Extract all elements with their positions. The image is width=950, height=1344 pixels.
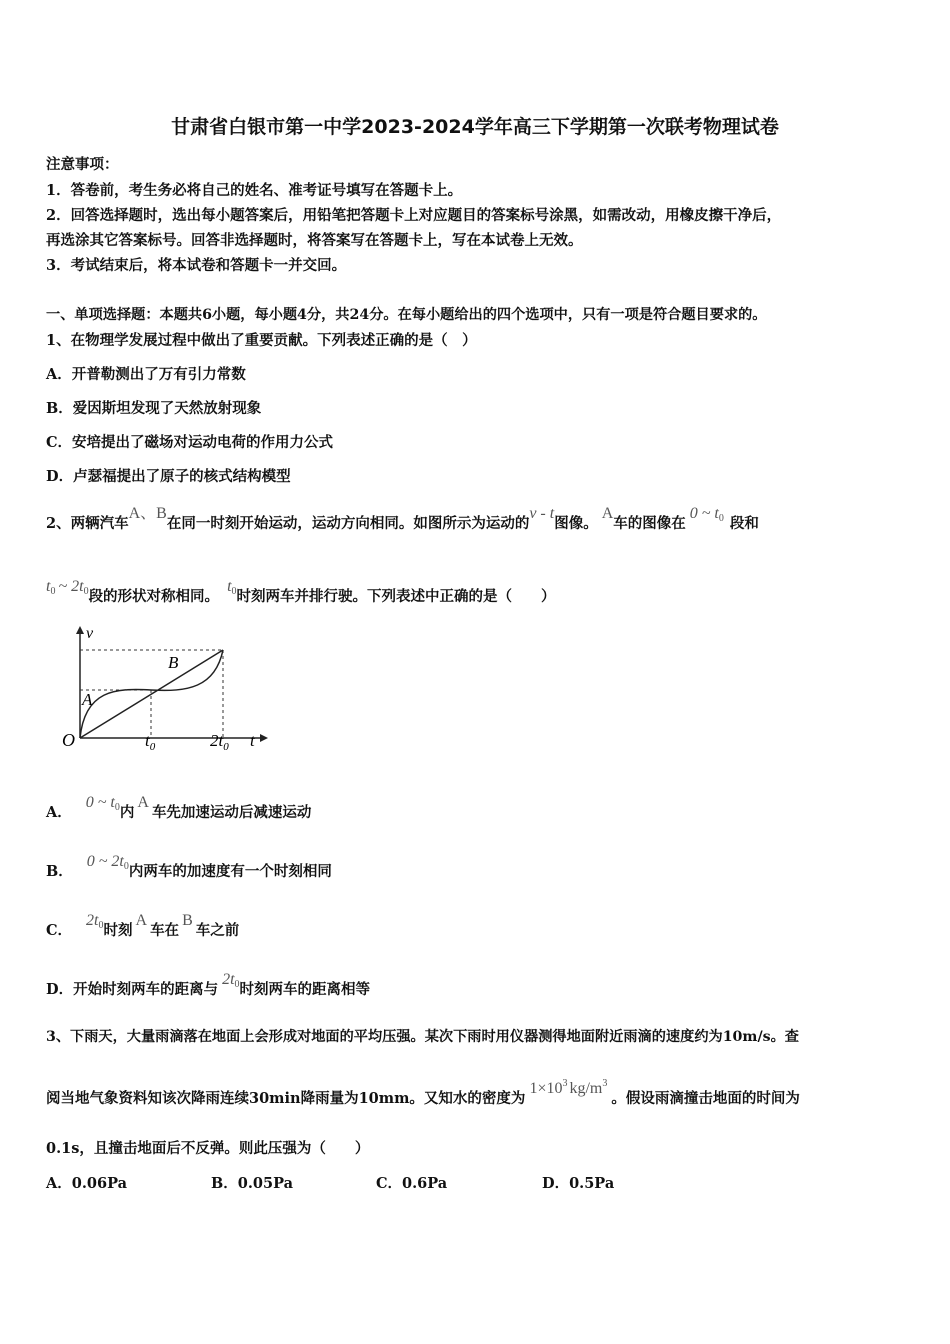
label-v: v: [86, 625, 94, 642]
q1-option-d: D．卢瑟福提出了原子的核式结构模型: [46, 468, 291, 485]
line-b: [80, 650, 223, 738]
q3-stem-line2: 阅当地气象资料知该次降雨连续30min降雨量为10mm。又知水的密度为$1\times 10^3$ $kg/m^3$。假设雨滴撞击地面的时间为: [46, 1078, 800, 1107]
vt-graph: [60, 620, 270, 760]
t-axis-arrow: [260, 734, 268, 742]
q2-option-d: D．开始时刻两车的距离与$2t^0$时刻两车的距离相等: [46, 971, 371, 998]
label-b: B: [168, 653, 179, 672]
q2-option-b: B．0 ~ $2t^0$内两车的加速度有一个时刻相同: [46, 853, 332, 880]
label-t0: $t_0$: [145, 731, 156, 753]
q3-option-c: C．0.6Pa: [376, 1175, 448, 1192]
q3-option-b: B．0.05Pa: [211, 1175, 293, 1192]
notice-item: 1．答卷前，考生务必将自己的姓名、准考证号填写在答题卡上。: [46, 182, 463, 199]
label-o: O: [62, 730, 75, 750]
q1-option-a: A．开普勒测出了万有引力常数: [46, 366, 246, 383]
q2-stem-line1: 2、两辆汽车A、B在同一时刻开始运动，运动方向相同。如图所示为运动的v - t图像。A车的图像在0 ~ $t^0$ 段和: [46, 505, 759, 532]
notice-item: 3．考试结束后，将本试卷和答题卡一并交回。: [46, 257, 347, 274]
q3-stem-line3: 0.1s，且撞击地面后不反弹。则此压强为（ ）: [46, 1140, 370, 1157]
q3-option-d: D．0.5Pa: [542, 1175, 615, 1192]
v-axis-arrow: [76, 626, 84, 634]
label-2t0: $2t_0$: [210, 731, 229, 753]
notice-heading: 注意事项：: [46, 156, 119, 173]
label-t: t: [250, 731, 255, 750]
q3-stem-line1: 3、下雨天，大量雨滴落在地面上会形成对地面的平均压强。某次下雨时用仪器测得地面附近雨滴的速度约为10m/s。查: [46, 1029, 799, 1045]
q3-option-a: A．0.06Pa: [46, 1175, 127, 1192]
q2-option-a: A．0 ~ $t^0$内A车先加速运动后减速运动: [46, 794, 312, 821]
label-a: A: [82, 690, 93, 709]
q2-option-c: C．$2t^0$时刻A车在B车之前: [46, 912, 240, 939]
section-heading: 一、单项选择题：本题共6小题，每小题4分，共24分。在每小题给出的四个选项中，只有一项是符合题目要求的。: [46, 307, 767, 323]
q2-stem-line2: $t^0$ ~ $2t^0$段的形状对称相同。$t^0$时刻两车并排行驶。下列表述中正确的是（ ）: [46, 578, 556, 605]
page-title: 甘肃省白银市第一中学2023-2024学年高三下学期第一次联考物理试卷: [171, 116, 779, 138]
notice-item: 再选涂其它答案标号。回答非选择题时，将答案写在答题卡上，写在本试卷上无效。: [46, 232, 583, 249]
notice-item: 2．回答选择题时，选出每小题答案后，用铅笔把答题卡上对应题目的答案标号涂黑，如需改动，用橡皮擦干净后，: [46, 207, 782, 224]
q1-option-c: C．安培提出了磁场对运动电荷的作用力公式: [46, 434, 334, 451]
q1-option-b: B．爱因斯坦发现了天然放射现象: [46, 400, 262, 417]
q1-stem: 1、在物理学发展过程中做出了重要贡献。下列表述正确的是（ ）: [46, 332, 477, 349]
